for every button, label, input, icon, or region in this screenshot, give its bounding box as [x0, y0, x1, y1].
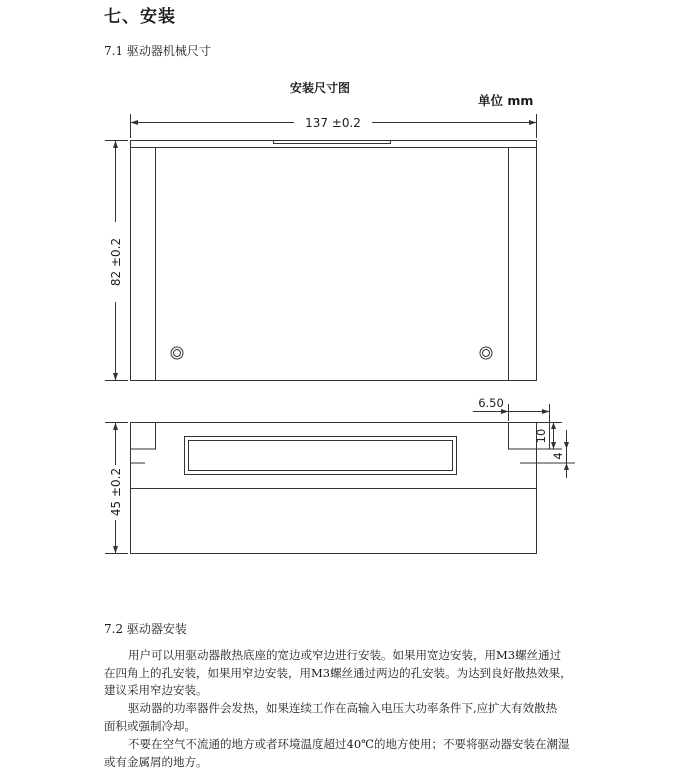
height-dimension-label: 82 ±0.2 — [109, 237, 123, 287]
side-slot-left — [145, 423, 156, 450]
width-dimension-label: 137 ±0.2 — [305, 116, 361, 130]
paragraph-line: 建议采用窄边安装。 — [104, 683, 208, 697]
drawing-unit-label: 单位 mm — [478, 93, 534, 108]
side-height-dimension-label: 45 ±0.2 — [109, 467, 123, 517]
mount-hole-left — [171, 347, 183, 359]
paragraph-line: 用户可以用驱动器散热底座的宽边或窄边进行安装。如果用宽边安装，用M3螺丝通过 — [128, 648, 562, 662]
paragraph-line: 或有金属屑的地方。 — [104, 754, 208, 769]
paragraph-line: 不要在空气不流通的地方或者环境温度超过40℃的地方使用；不要将驱动器安装在潮湿 — [128, 737, 570, 751]
slot-width-dimension-label: 4 — [551, 452, 565, 460]
slot-offset-dimension-label: 6.50 — [478, 396, 504, 410]
slot-height-dimension-label: 10 — [534, 428, 548, 444]
paragraph-line: 面积或强制冷却。 — [104, 718, 196, 733]
paragraph-environment — [104, 736, 584, 771]
paragraph-mounting — [104, 647, 584, 700]
paragraph-line: 在四角上的孔安装，如果用窄边安装，用M3螺丝通过两边的孔安装。为达到良好散热效果， — [104, 665, 572, 680]
drawing-title: 安装尺寸图 — [290, 81, 351, 95]
paragraph-cooling — [104, 700, 584, 735]
side-slot-right — [509, 423, 521, 450]
subsection-title-dimensions: 7.1 驱动器机械尺寸 — [104, 44, 211, 58]
terminal-window — [185, 437, 457, 475]
subsection-title-installation: 7.2 驱动器安装 — [104, 622, 187, 636]
mount-hole-right — [480, 347, 492, 359]
section-heading: 七、安装 — [104, 7, 176, 27]
top-view-outline — [131, 141, 537, 381]
paragraph-line: 驱动器的功率器件会发热，如果连续工作在高输入电压大功率条件下,应扩大有效散热 — [128, 701, 558, 715]
